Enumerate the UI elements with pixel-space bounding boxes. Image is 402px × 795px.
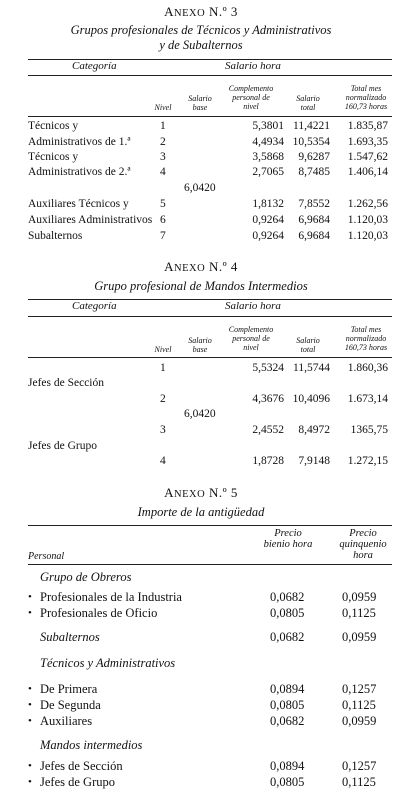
annex5-item-bienio: 0,0682	[270, 590, 305, 604]
annex3-row-complemento: 2,7065	[252, 166, 284, 178]
annex3-row-complemento: 1,8132	[252, 198, 284, 210]
annex4-h-total-mes: Total mes normalizado 160,73 horas	[344, 325, 388, 352]
annex3-subtitle-1: Grupos profesionales de Técnicos y Administrativos	[70, 23, 332, 37]
annex3-subtitle-2: y de Subalternos	[159, 38, 243, 52]
annex4-salario-base-value: 6,0420	[184, 408, 216, 420]
annex5-title: ANEXO N.º 5	[164, 485, 238, 500]
annex5-item-quinquenio: 0,0959	[342, 590, 377, 604]
annex3-row-categoria: Administrativos de 1.ª	[28, 136, 131, 148]
annex4-h-salario-base: Salario base	[188, 336, 212, 354]
annex4-rule-head	[28, 357, 392, 358]
annex5-item-bienio: 0,0805	[270, 698, 305, 712]
annex3-title: ANEXO N.º 3	[164, 4, 238, 19]
annex3-row-total: 6,9684	[298, 214, 330, 226]
annex5-item-quinquenio: 0,1257	[342, 759, 377, 773]
annex4-cat-jefes-seccion: Jefes de Sección	[28, 377, 104, 389]
annex5-item-bienio: 0,0805	[270, 606, 305, 620]
annex3-salario-base-value: 6,0420	[184, 182, 216, 194]
annex3-h-nivel: Nivel	[154, 103, 172, 112]
annex5-bullet: •	[28, 715, 32, 727]
annex4-row-nivel: 2	[160, 393, 166, 405]
annex4-h-salario-total: Salario total	[296, 336, 320, 354]
annex3-row-total: 8,7485	[298, 166, 330, 178]
annex4-row-complemento: 4,3676	[252, 393, 284, 405]
annex5-group-bienio: 0,0682	[270, 630, 305, 644]
annex5-bullet: •	[28, 699, 32, 711]
annex4-col-categoria: Categoría	[72, 300, 117, 312]
annex3-rule-head	[28, 116, 392, 117]
annex5-bullet: •	[28, 776, 32, 788]
annex3-row-total: 9,6287	[298, 151, 330, 163]
annex5-item-label: Profesionales de la Industria	[40, 590, 182, 604]
annex3-col-categoria: Categoría	[72, 60, 117, 72]
annex4-title: ANEXO N.º 4	[164, 259, 238, 274]
annex3-row-total: 6,9684	[298, 230, 330, 242]
annex4-h-nivel: Nivel	[154, 345, 172, 354]
annex5-group-name: Subalternos	[40, 630, 100, 644]
annex5-item-bienio: 0,0805	[270, 775, 305, 789]
annex3-row-categoria: Técnicos y	[28, 120, 79, 132]
annex4-row-nivel: 1	[160, 362, 166, 374]
annex3-row-mes: 1.406,14	[347, 166, 388, 178]
annex4-row-mes: 1.272,15	[347, 455, 388, 467]
annex5-bullet: •	[28, 607, 32, 619]
annex5-item-bienio: 0,0894	[270, 682, 305, 696]
annex3-row-categoria: Técnicos y	[28, 151, 79, 163]
annex4-h-complemento: Complemento personal de nivel	[228, 325, 274, 352]
annex3-row-nivel: 4	[160, 166, 166, 178]
annex4-cat-jefes-grupo: Jefes de Grupo	[28, 440, 97, 452]
annex4-rule-mid	[28, 316, 392, 317]
annex5-item-bienio: 0,0894	[270, 759, 305, 773]
annex4-subtitle: Grupo profesional de Mandos Intermedios	[94, 279, 308, 293]
annex4-row-total: 11,5744	[293, 362, 330, 374]
annex4-row-complemento: 1,8728	[252, 455, 284, 467]
annex3-row-categoria: Auxiliares Técnicos y	[28, 198, 129, 210]
annex5-rule-head	[28, 564, 392, 565]
annex4-row-nivel: 4	[160, 455, 166, 467]
annex4-row-mes: 1.673,14	[347, 393, 388, 405]
annex5-item-quinquenio: 0,1257	[342, 682, 377, 696]
annex5-bullet: •	[28, 591, 32, 603]
annex5-item-bienio: 0,0682	[270, 714, 305, 728]
annex5-item-label: De Primera	[40, 682, 98, 696]
annex4-row-total: 10,4096	[292, 393, 330, 405]
annex5-col-bienio: Precio bienio hora	[263, 528, 313, 550]
annex3-row-mes: 1.262,56	[347, 198, 388, 210]
annex5-item-quinquenio: 0,1125	[342, 775, 376, 789]
annex3-row-nivel: 3	[160, 151, 166, 163]
annex3-row-nivel: 6	[160, 214, 166, 226]
annex5-item-quinquenio: 0,1125	[342, 606, 376, 620]
annex3-row-nivel: 5	[160, 198, 166, 210]
annex4-row-total: 7,9148	[298, 455, 330, 467]
annex3-row-nivel: 1	[160, 120, 166, 132]
annex3-h-salario-base: Salario base	[188, 94, 212, 112]
annex5-item-label: Auxiliares	[40, 714, 93, 728]
annex3-rule-mid	[28, 75, 392, 76]
annex3-h-salario-total: Salario total	[296, 94, 320, 112]
annex5-col-quinquenio: Precio quinquenio hora	[339, 528, 387, 561]
annex3-row-mes: 1.120,03	[347, 230, 388, 242]
annex5-col-personal: Personal	[28, 551, 65, 562]
annex3-row-mes: 1.547,62	[347, 151, 388, 163]
annex4-row-complemento: 5,5324	[252, 362, 284, 374]
annex4-row-mes: 1.860,36	[347, 362, 388, 374]
annex3-col-salario-hora: Salario hora	[225, 60, 281, 72]
annex3-row-complemento: 4,4934	[252, 136, 284, 148]
annex5-item-quinquenio: 0,1125	[342, 698, 376, 712]
annex4-row-mes: 1365,75	[350, 424, 388, 436]
annex3-row-complemento: 5,3801	[252, 120, 284, 132]
annex3-row-categoria: Subalternos	[28, 230, 83, 242]
annex5-rule-top	[28, 525, 392, 526]
annex5-subtitle: Importe de la antigüedad	[137, 505, 265, 519]
annex5-item-label: Profesionales de Oficio	[40, 606, 158, 620]
annex5-group-name: Mandos intermedios	[40, 738, 143, 752]
annex5-group-name: Grupo de Obreros	[40, 570, 132, 584]
annex4-row-nivel: 3	[160, 424, 166, 436]
annex3-row-complemento: 3,5868	[252, 151, 284, 163]
annex3-row-nivel: 7	[160, 230, 166, 242]
annex3-row-mes: 1.693,35	[347, 136, 388, 148]
annex3-h-total-mes: Total mes normalizado 160,73 horas	[344, 84, 388, 111]
annex3-row-complemento: 0,9264	[252, 214, 284, 226]
annex5-bullet: •	[28, 683, 32, 695]
annex5-item-label: Jefes de Grupo	[40, 775, 115, 789]
annex3-row-complemento: 0,9264	[252, 230, 284, 242]
annex3-row-nivel: 2	[160, 136, 166, 148]
annex5-item-label: De Segunda	[40, 698, 101, 712]
annex5-item-label: Jefes de Sección	[40, 759, 123, 773]
annex4-row-complemento: 2,4552	[252, 424, 284, 436]
annex5-bullet: •	[28, 760, 32, 772]
annex4-col-salario-hora: Salario hora	[225, 300, 281, 312]
annex5-group-name: Técnicos y Administrativos	[40, 656, 176, 670]
annex3-row-categoria: Administrativos de 2.ª	[28, 166, 131, 178]
annex3-row-mes: 1.835,87	[347, 120, 388, 132]
annex5-item-quinquenio: 0,0959	[342, 714, 377, 728]
annex3-row-total: 7,8552	[298, 198, 330, 210]
annex4-row-total: 8,4972	[298, 424, 330, 436]
annex3-h-complemento: Complemento personal de nivel	[228, 84, 274, 111]
annex3-row-categoria: Auxiliares Administrativos	[28, 214, 153, 226]
annex3-row-total: 11,4221	[293, 120, 330, 132]
annex5-group-quinquenio: 0,0959	[342, 630, 377, 644]
annex3-row-total: 10,5354	[292, 136, 330, 148]
annex3-row-mes: 1.120,03	[347, 214, 388, 226]
